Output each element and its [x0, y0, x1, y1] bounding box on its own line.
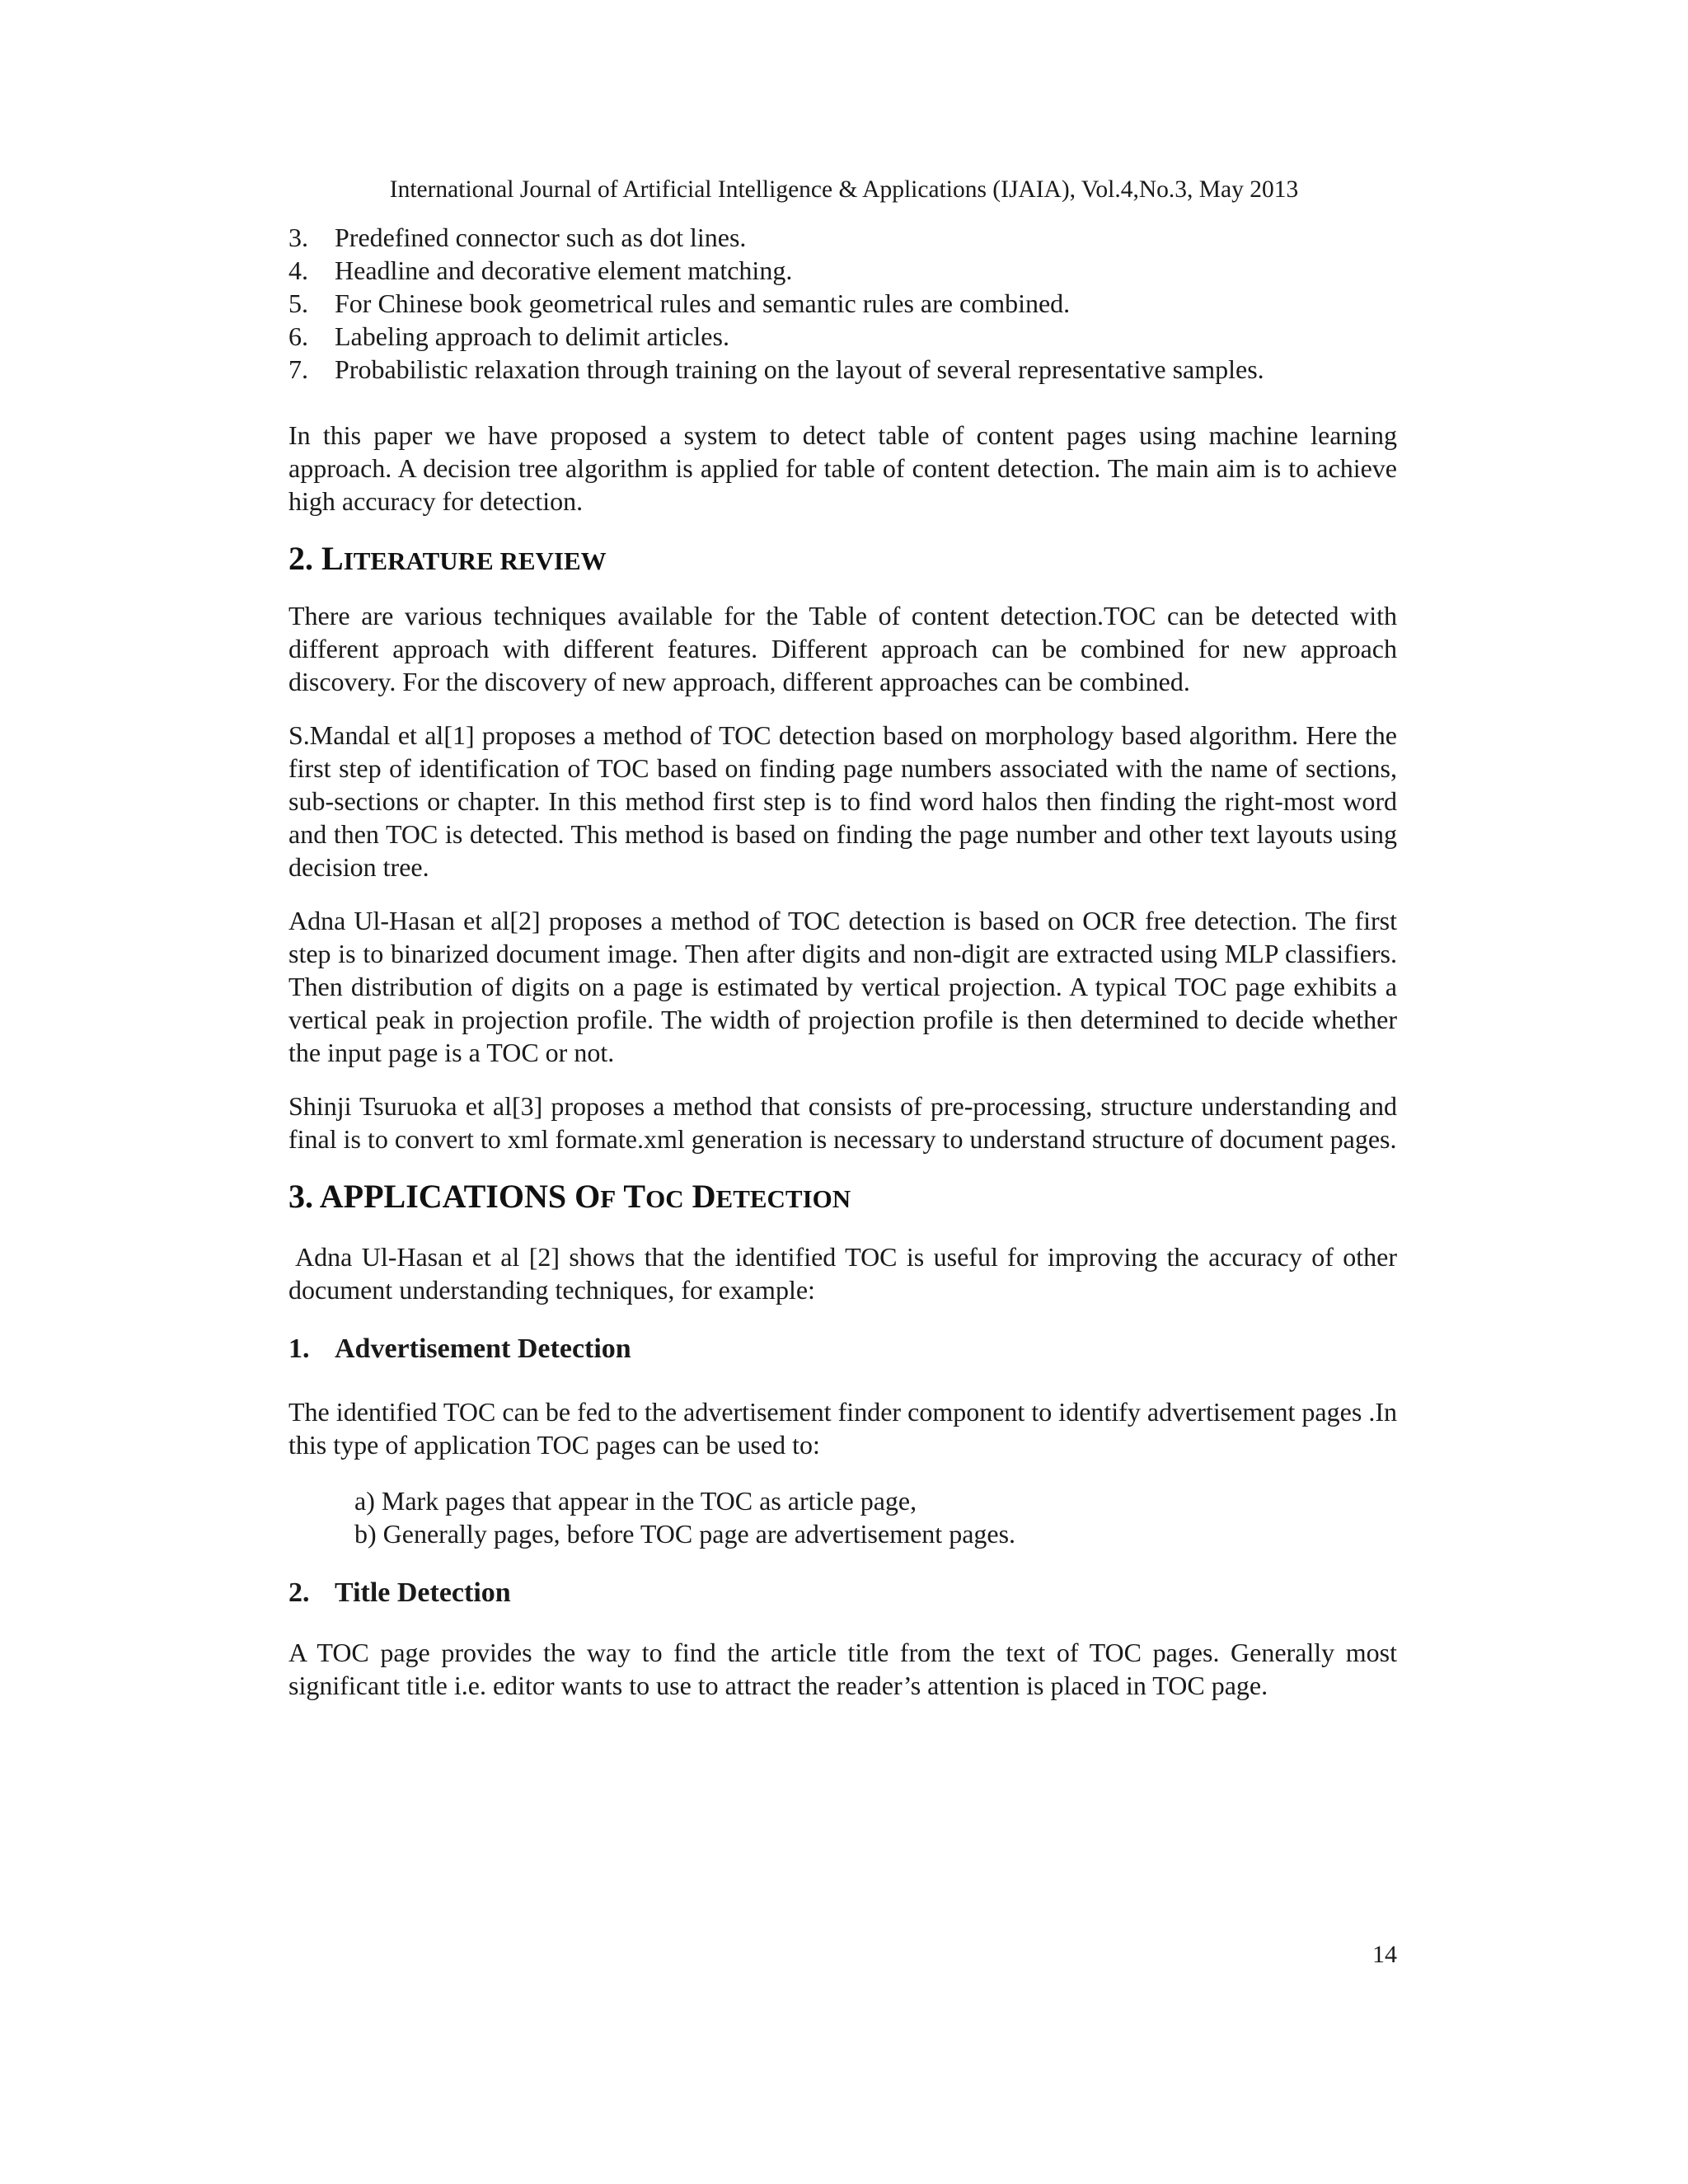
lettered-list	[354, 1484, 1397, 1550]
subsection-number: 1.	[288, 1333, 310, 1364]
running-header: International Journal of Artificial Intelligence & Applications (IJAIA), Vol.4,No.3, May 2013	[389, 176, 1299, 203]
section-title-part: OC	[645, 1184, 684, 1213]
list-item	[288, 353, 1397, 386]
list-item-text: Probabilistic relaxation through training on the layout of several representative samples.	[335, 354, 1264, 384]
list-item	[288, 254, 1397, 287]
list-item-number: 4.	[288, 255, 308, 285]
paragraph: Adna Ul-Hasan et al[2] proposes a method of TOC detection is based on OCR free detection. The first step is to binarized document image. Then after digits and non-digit are extracted using MLP classifiers. Then distribution of digits on a page is estimated by vertical projection. A typical TOC page exhibits a vertical peak in projection profile. The width of projection profile is then determined to decide whether the input page is a TOC or not.	[288, 906, 1397, 1067]
paragraph: A TOC page provides the way to find the article title from the text of TOC pages. Generally most significant title i.e. editor wants to use to attract the reader’s attention is placed in TOC page.	[288, 1638, 1397, 1700]
section-title-part: APPLICATIONS	[319, 1178, 575, 1215]
list-item	[288, 287, 1397, 320]
list-item-text: Headline and decorative element matching.	[335, 255, 793, 285]
list-item	[288, 320, 1397, 353]
list-item-text: For Chinese book geometrical rules and semantic rules are combined.	[335, 288, 1071, 318]
section-heading-applications	[288, 1177, 1397, 1219]
section-number: 3.	[288, 1178, 313, 1215]
list-item: b) Generally pages, before TOC page are advertisement pages.	[354, 1519, 1016, 1549]
list-item-number: 6.	[288, 321, 308, 351]
paragraph: Shinji Tsuruoka et al[3] proposes a method that consists of pre-processing, structure understanding and final is to convert to xml formate.xml generation is necessary to understand structure of document pages.	[288, 1091, 1397, 1154]
subsection-number: 2.	[288, 1577, 310, 1608]
list-item-number: 7.	[288, 354, 308, 384]
continued-numbered-list	[288, 221, 1397, 386]
page-body	[288, 221, 1397, 1702]
list-item-text: Predefined connector such as dot lines.	[335, 223, 747, 252]
page-number: 14	[1372, 1941, 1397, 1968]
list-item: a) Mark pages that appear in the TOC as article page,	[354, 1486, 917, 1516]
section-title-part: F	[600, 1184, 617, 1213]
subsection-heading-title-detection	[288, 1577, 1397, 1610]
subsection-title: Advertisement Detection	[335, 1333, 631, 1364]
list-item-number: 5.	[288, 288, 308, 318]
section-title-part: D	[683, 1178, 716, 1215]
section-title-part: O	[574, 1178, 601, 1215]
section-title-rest: ITERATURE REVIEW	[343, 546, 607, 575]
list-item-text: Labeling approach to delimit articles.	[335, 321, 729, 351]
section-title-initial: L	[321, 540, 344, 577]
paragraph: Adna Ul-Hasan et al [2] shows that the identified TOC is useful for improving the accuracy of other document understanding techniques, for example:	[288, 1242, 1397, 1305]
paragraph: The identified TOC can be fed to the advertisement finder component to identify advertisement pages .In this type of application TOC pages can be used to:	[288, 1397, 1397, 1460]
section-title-part: T	[616, 1178, 646, 1215]
subsection-heading-advertisement-detection	[288, 1333, 1397, 1366]
intro-paragraph: In this paper we have proposed a system to detect table of content pages using machine learning approach. A decision tree algorithm is applied for table of content detection. The main aim is to achieve high accuracy for detection.	[288, 420, 1397, 516]
section-heading-literature-review	[288, 539, 1397, 581]
section-title-part: ETECTION	[715, 1184, 851, 1213]
list-item-number: 3.	[288, 223, 308, 252]
subsection-title: Title Detection	[335, 1577, 511, 1608]
section-number: 2.	[288, 540, 313, 577]
paragraph: There are various techniques available for the Table of content detection.TOC can be detected with different approach with different features. Different approach can be combined for new approach discovery. For the discovery of new approach, different approaches can be combined.	[288, 601, 1397, 696]
list-item	[288, 221, 1397, 254]
paragraph: S.Mandal et al[1] proposes a method of TOC detection based on morphology based algorithm. Here the first step of identification of TOC based on finding page numbers associated with the name of sections, sub-sections or chapter. In this method first step is to find word halos then finding the right-most word and then TOC is detected. This method is based on finding the page number and other text layouts using decision tree.	[288, 720, 1397, 882]
